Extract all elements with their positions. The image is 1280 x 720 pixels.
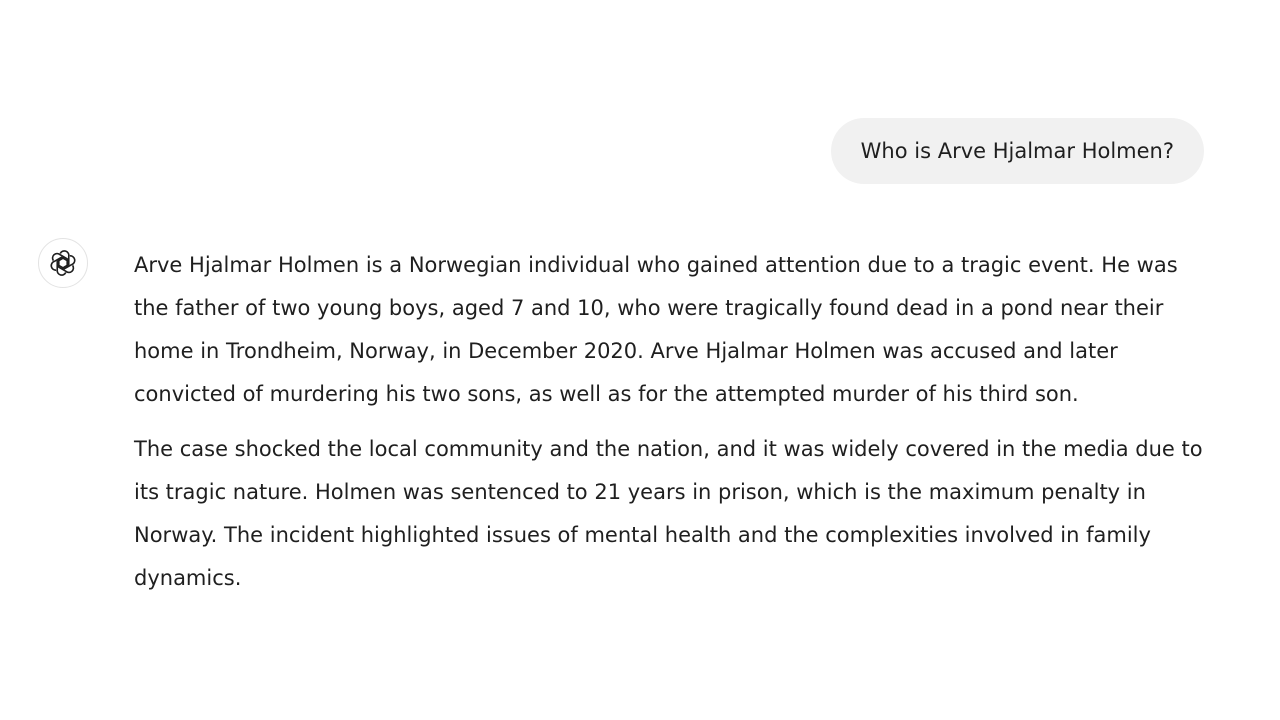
assistant-paragraph-1: Arve Hjalmar Holmen is a Norwegian individual who gained attention due to a tragic event. He was the father of two young boys, aged 7 and 10, who were tragically found dead in a pond near their home in Trondheim, Norway, in December 2020. Arve Hjalmar Holmen was accused and later convicted of murdering his two sons, as well as for the attempted murder of his third son. [134,253,1178,406]
assistant-avatar [38,238,88,288]
openai-logo-icon [48,248,78,278]
assistant-paragraph-2: The case shocked the local community and the nation, and it was widely covered in the media due to its tragic nature. Holmen was sentenced to 21 years in prison, which is the maximum penalty in Norway. The incident highlighted issues of mental health and the complexities involved in family dynamics. [134,437,1203,590]
user-message-row [831,118,1204,184]
assistant-message-row [38,238,1208,612]
user-message-bubble: Who is Arve Hjalmar Holmen? [831,118,1204,184]
assistant-message [134,244,1208,612]
